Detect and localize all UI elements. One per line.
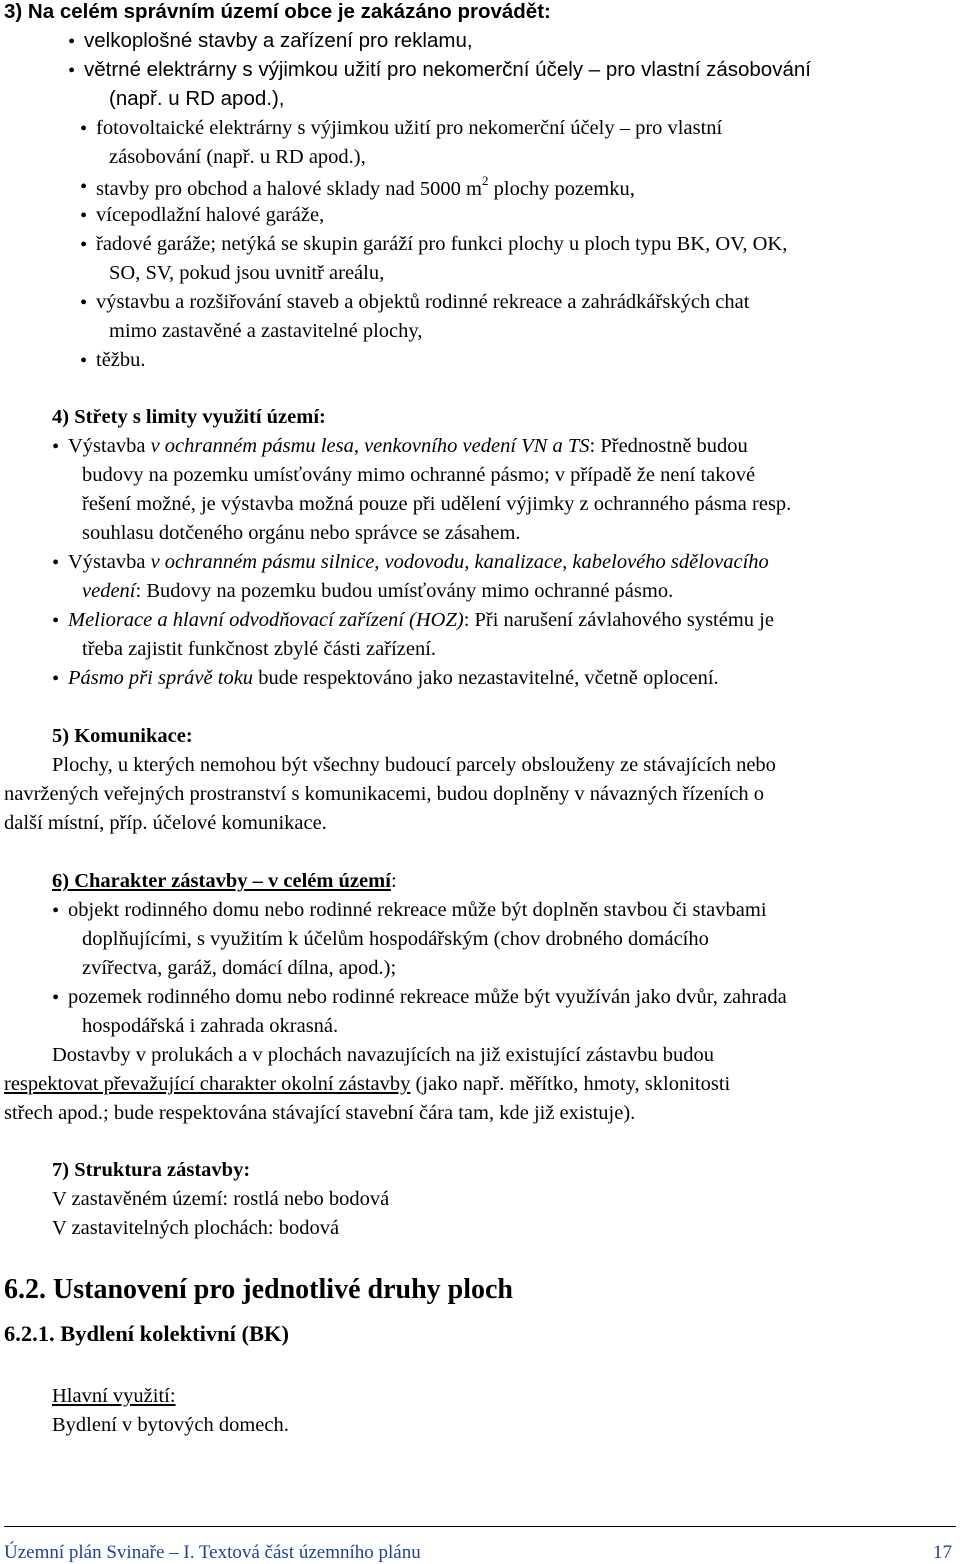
list-item-continuation: souhlasu dotčeného orgánu nebo správce se zásahem. — [82, 522, 521, 544]
paragraph-line: střech apod.; bude respektována stávající stavební čára tam, kde již existuje). — [4, 1102, 636, 1124]
list-item: fotovoltaické elektrárny s výjimkou užití pro nekomerční účely – pro vlastní — [96, 117, 723, 139]
list-item: objekt rodinného domu nebo rodinné rekreace může být doplněn stavbou či stavbami — [68, 899, 767, 921]
bullet-icon: • — [68, 60, 76, 82]
list-item: větrné elektrárny s výjimkou užití pro nekomerční účely – pro vlastní zásobování — [84, 58, 811, 81]
list-item-continuation: SO, SV, pokud jsou uvnitř areálu, — [109, 262, 385, 284]
list-item: vícepodlažní halové garáže, — [96, 204, 325, 226]
list-item: stavby pro obchod a halové sklady nad 5000 $m^2$ plochy pozemku, — [96, 173, 635, 200]
list-item: pozemek rodinného domu nebo rodinné rekreace může být využíván jako dvůr, zahrada — [68, 986, 787, 1008]
footer-divider — [4, 1526, 956, 1527]
list-item-continuation: řešení možné, je výstavba možná pouze při udělení výjimky z ochranného pásma resp. — [82, 493, 792, 515]
main-use-text: Bydlení v bytových domech. — [52, 1414, 289, 1436]
list-item-continuation: budovy na pozemku umísťovány mimo ochranné pásmo; v případě že není takové — [82, 464, 756, 486]
list-item-continuation: vedení: Budovy na pozemku budou umísťovány mimo ochranné pásmo. — [82, 580, 674, 602]
bullet-icon: • — [80, 292, 88, 314]
list-item: Pásmo při správě toku bude respektováno jako nezastavitelné, včetně oplocení. — [68, 667, 719, 689]
bullet-icon: • — [52, 900, 60, 922]
list-item-continuation: hospodářská i zahrada okrasná. — [82, 1015, 339, 1037]
paragraph-line: Dostavby v prolukách a v plochách navazujících na již existující zástavbu budou — [52, 1044, 715, 1066]
bullet-icon: • — [80, 118, 88, 140]
superscript: 2 — [482, 173, 489, 188]
list-item: Meliorace a hlavní odvodňovací zařízení (HOZ): Při narušení závlahového systému je — [68, 609, 774, 631]
list-item: Výstavba v ochranném pásmu silnice, vodovodu, kanalizace, kabelového sdělovacího — [68, 551, 769, 573]
bullet-icon: • — [52, 436, 60, 458]
paragraph-line: V zastavitelných plochách: bodová — [52, 1217, 340, 1239]
bullet-icon: • — [80, 234, 88, 256]
list-item-continuation: zvířectva, garáž, domácí dílna, apod.); — [82, 957, 397, 979]
main-use-label: Hlavní využití: — [52, 1385, 176, 1407]
list-item: výstavbu a rozšiřování staveb a objektů rodinné rekreace a zahrádkářských chat — [96, 291, 750, 313]
bullet-icon: • — [52, 668, 60, 690]
bullet-icon: • — [80, 205, 88, 227]
list-item-continuation: mimo zastavěné a zastavitelné plochy, — [109, 320, 423, 342]
section-7-heading: 7) Struktura zástavby: — [52, 1159, 251, 1181]
page-number: 17 — [933, 1542, 952, 1563]
section-5-heading: 5) Komunikace: — [52, 725, 193, 747]
list-item: velkoplošné stavby a zařízení pro reklamu, — [84, 29, 473, 52]
bullet-icon: • — [68, 31, 76, 53]
bullet-icon: • — [52, 610, 60, 632]
list-item: Výstavba v ochranném pásmu lesa, venkovního vedení VN a TS: Přednostně budou — [68, 435, 748, 457]
bullet-icon: • — [80, 350, 88, 372]
list-item: těžbu. — [96, 349, 146, 371]
list-item-continuation: doplňujícími, s využitím k účelům hospodářským (chov drobného domácího — [82, 928, 709, 950]
list-item: řadové garáže; netýká se skupin garáží pro funkci plochy u ploch typu BK, OV, OK, — [96, 233, 788, 255]
list-item-continuation: (např. u RD apod.), — [109, 87, 285, 110]
paragraph-line: navržených veřejných prostranství s komunikacemi, budou doplněny v návazných řízeních o — [4, 783, 764, 805]
section-4-heading: 4) Střety s limity využití území: — [52, 406, 326, 428]
section-3-heading: 3) Na celém správním území obce je zakázáno provádět: — [4, 0, 551, 23]
paragraph-line: respektovat převažující charakter okolní zástavby (jako např. měřítko, hmoty, sklonitosti — [4, 1073, 731, 1095]
footer-title: Územní plán Svinaře – I. Textová část územního plánu — [4, 1542, 421, 1563]
subsection-heading: 6.2.1. Bydlení kolektivní (BK) — [4, 1321, 290, 1346]
paragraph-line: V zastavěném území: rostlá nebo bodová — [52, 1188, 390, 1210]
paragraph-line: další místní, příp. účelové komunikace. — [4, 812, 327, 834]
list-item-continuation: třeba zajistit funkčnost zbylé části zařízení. — [82, 638, 437, 660]
paragraph-line: Plochy, u kterých nemohou být všechny budoucí parcely obslouženy ze stávajících nebo — [52, 754, 776, 776]
list-item-continuation: zásobování (např. u RD apod.), — [109, 146, 366, 168]
section-6-heading: 6) Charakter zástavby – v celém území: — [52, 870, 397, 892]
bullet-icon: • — [80, 176, 88, 198]
bullet-icon: • — [52, 987, 60, 1009]
bullet-icon: • — [52, 552, 60, 574]
section-heading: 6.2. Ustanovení pro jednotlivé druhy ploch — [4, 1274, 513, 1305]
